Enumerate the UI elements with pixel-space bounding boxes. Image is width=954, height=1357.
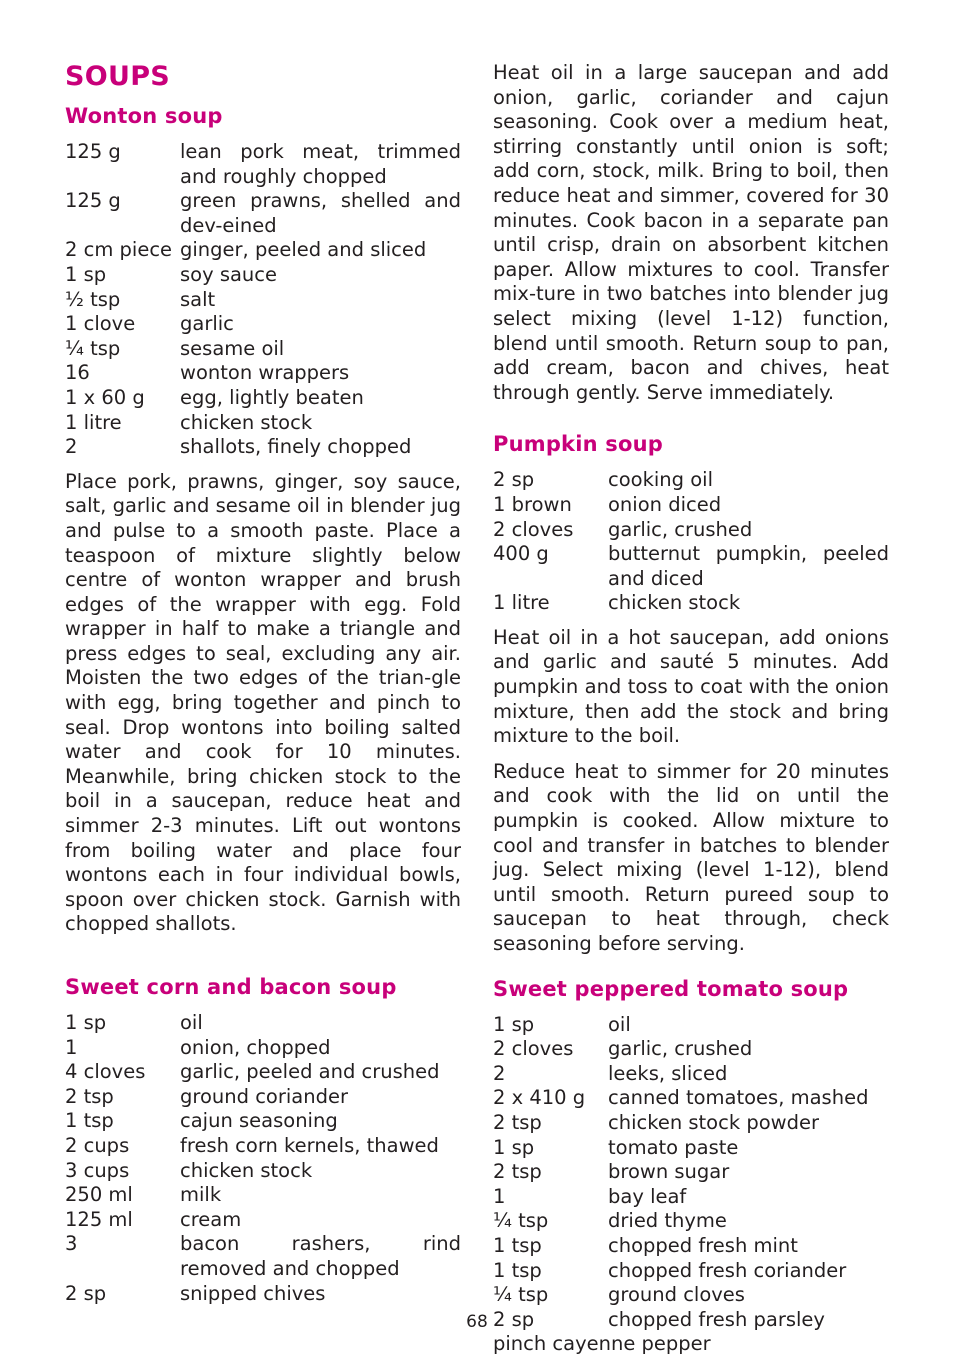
- ingredient-qty: 1 tsp: [65, 1109, 114, 1133]
- ingredient-qty: 125 g: [65, 189, 121, 213]
- ingredient-list-sweet-corn-bacon-soup: [65, 1011, 461, 1306]
- ingredient-list-sweet-peppered-tomato-soup: [493, 1013, 889, 1357]
- ingredient-row: [65, 411, 461, 436]
- ingredient-row: [65, 1183, 461, 1208]
- ingredient-row: [493, 1160, 889, 1185]
- ingredient-row: [65, 337, 461, 362]
- ingredient-row: [493, 1185, 889, 1210]
- ingredient-item: ginger, peeled and sliced: [180, 238, 427, 262]
- ingredient-item: butternut pumpkin, peeled and diced: [608, 542, 889, 590]
- ingredient-item: garlic, crushed: [608, 517, 753, 541]
- ingredient-row: [65, 1159, 461, 1184]
- ingredient-qty: 2 cloves: [493, 517, 574, 541]
- ingredient-item: bacon rashers, rind removed and chopped: [180, 1232, 461, 1280]
- ingredient-qty: ¼ tsp: [493, 1209, 549, 1233]
- ingredient-item: chicken stock powder: [608, 1110, 819, 1134]
- ingredient-item: garlic, peeled and crushed: [180, 1060, 440, 1084]
- ingredient-qty: 1: [65, 1035, 78, 1059]
- ingredient-item: onion, chopped: [180, 1035, 331, 1059]
- ingredient-qty: 1 sp: [65, 262, 107, 286]
- ingredient-qty: 1 clove: [65, 312, 136, 336]
- ingredient-item: oil: [180, 1011, 203, 1034]
- ingredient-qty: 2 cm piece: [65, 238, 173, 262]
- ingredient-item: milk: [180, 1183, 222, 1207]
- ingredient-qty: 400 g: [493, 542, 549, 566]
- ingredient-row: [493, 1209, 889, 1234]
- section-spacer: [493, 968, 889, 976]
- ingredient-item: egg, lightly beaten: [180, 385, 364, 409]
- ingredient-item: chopped fresh coriander: [608, 1258, 847, 1282]
- ingredient-row: [65, 1232, 461, 1281]
- ingredient-qty: 1 sp: [493, 1012, 535, 1036]
- ingredient-qty: ¼ tsp: [65, 336, 121, 360]
- ingredient-row: [493, 468, 889, 493]
- ingredient-qty: 1 sp: [493, 1135, 535, 1159]
- ingredient-item: canned tomatoes, mashed: [608, 1086, 869, 1110]
- ingredient-qty: 2 x 410 g: [493, 1086, 586, 1110]
- ingredient-item: green prawns, shelled and dev-eined: [180, 189, 461, 237]
- ingredient-qty: 125 g: [65, 140, 121, 163]
- ingredient-item: chopped fresh parsley: [608, 1307, 825, 1331]
- ingredient-row: [65, 238, 461, 263]
- ingredient-qty: 2 sp: [493, 1307, 535, 1331]
- ingredient-item: garlic: [180, 312, 234, 336]
- ingredient-qty: ½ tsp: [65, 287, 121, 311]
- method-paragraph: Heat oil in a large saucepan and add onion, garlic, coriander and cajun seasoning. Cook over a medium heat, stirring constantly until onion is soft; add corn, stock, milk. Bring to boil, then reduce heat and simmer, covered for 30 minutes. Cook bacon in a separate pan until crisp, drain on absorbent kitchen paper. Allow mixtures to cool. Transfer mix-ture in two batches into blender jug select mixing (level 1-12) function, blend until smooth. Return soup to pan, add cream, bacon and chives, heat through gently. Serve immediately.: [493, 61, 889, 404]
- ingredient-qty: 2 tsp: [65, 1084, 114, 1108]
- ingredient-qty: 2 cups: [65, 1133, 130, 1157]
- ingredient-row: [493, 493, 889, 518]
- ingredient-row: [493, 1283, 889, 1308]
- ingredient-row: [65, 189, 461, 238]
- ingredient-qty: 125 ml: [65, 1207, 133, 1231]
- section-spacer: [65, 948, 461, 974]
- ingredient-qty: 1 litre: [65, 410, 122, 434]
- ingredient-qty: 1 brown: [493, 492, 572, 516]
- ingredient-row: [493, 518, 889, 543]
- ingredient-item: soy sauce: [180, 262, 278, 286]
- ingredient-row: [493, 1062, 889, 1087]
- ingredient-item: fresh corn kernels, thawed: [180, 1133, 439, 1157]
- ingredient-qty: ¼ tsp: [493, 1283, 549, 1307]
- method-paragraph: Place pork, prawns, ginger, soy sauce, salt, garlic and sesame oil in blender jug and pulse to a smooth paste. Place a teaspoon of mixture slightly below centre of wonton wrapper and brush edges of the wrapper with egg. Fold wrapper in half to make a triangle and press edges to seal, excluding any air. Moisten the two edges of the trian-gle with egg, bring together and pinch to seal. Drop wontons into boiling salted water and cook for 10 minutes. Meanwhile, bring chicken stock to the boil in a saucepan, reduce heat and simmer 2-3 minutes. Lift out wontons from boiling water and place four wontons each in four individual bowls, spoon over chicken stock. Garnish with chopped shallots.: [65, 469, 461, 936]
- ingredient-item: bay leaf: [608, 1184, 687, 1208]
- ingredient-qty: 1 x 60 g: [65, 385, 145, 409]
- recipe-title-sweet-peppered-tomato-soup: Sweet peppered tomato soup: [493, 976, 849, 1001]
- ingredient-qty: 1: [493, 1184, 506, 1208]
- ingredient-qty: 2 sp: [65, 1281, 107, 1305]
- method-paragraph: Reduce heat to simmer for 20 minutes and cook with the lid on until the pumpkin is cooked. Allow mixture to cool and transfer in batches to blender jug. Select mixing (level 1-12), blend until smooth. Return pureed soup to saucepan to heat through, check seasoning before serving.: [493, 759, 889, 955]
- ingredient-item: lean pork meat, trimmed and roughly chopped: [180, 140, 461, 188]
- ingredient-list-wonton-soup: [65, 140, 461, 460]
- ingredient-row: [65, 1208, 461, 1233]
- ingredient-qty: 2 tsp: [493, 1110, 542, 1134]
- left-column: [65, 60, 461, 1316]
- ingredient-row: [65, 288, 461, 313]
- ingredient-qty: 4 cloves: [65, 1060, 146, 1084]
- ingredient-item: shallots, finely chopped: [180, 435, 412, 459]
- ingredient-qty: 1 tsp: [493, 1233, 542, 1257]
- ingredient-row: [65, 1134, 461, 1159]
- ingredient-item: chopped fresh mint: [608, 1233, 798, 1257]
- ingredient-item: chicken stock: [180, 1158, 313, 1182]
- ingredient-item: garlic, crushed: [608, 1037, 753, 1061]
- ingredient-qty: 3 cups: [65, 1158, 130, 1182]
- ingredient-qty: 3: [65, 1232, 78, 1256]
- ingredient-row: [493, 591, 889, 616]
- ingredient-row: [493, 1111, 889, 1136]
- ingredient-item: salt: [180, 287, 216, 311]
- ingredient-item: chicken stock: [180, 410, 313, 434]
- recipe-title-sweet-corn-bacon-soup: Sweet corn and bacon soup: [65, 975, 397, 999]
- method-paragraph: Heat oil in a hot saucepan, add onions and garlic and sauté 5 minutes. Add pumpkin and toss to coat with the onion mixture, then add the stock and bring mixture to the boil.: [493, 625, 889, 748]
- ingredient-row: [65, 263, 461, 288]
- ingredient-item: cream: [180, 1207, 242, 1231]
- ingredient-item: leeks, sliced: [608, 1061, 728, 1085]
- ingredient-row: [65, 386, 461, 411]
- page-title: SOUPS: [65, 61, 171, 92]
- ingredient-qty: 1 litre: [493, 591, 550, 615]
- ingredient-row: [493, 542, 889, 591]
- ingredient-row: [65, 1282, 461, 1307]
- ingredient-row: [65, 1109, 461, 1134]
- ingredient-qty: 1 sp: [65, 1011, 107, 1034]
- section-spacer: [493, 416, 889, 431]
- ingredient-row: [493, 1234, 889, 1259]
- ingredient-qty: 250 ml: [65, 1183, 133, 1207]
- ingredient-row: [493, 1332, 889, 1357]
- ingredient-row: [493, 1086, 889, 1111]
- ingredient-item: cajun seasoning: [180, 1109, 338, 1133]
- ingredient-qty: 1 tsp: [493, 1258, 542, 1282]
- ingredient-row: [65, 312, 461, 337]
- ingredient-qty: 2 tsp: [493, 1160, 542, 1184]
- ingredient-item: snipped chives: [180, 1281, 326, 1305]
- ingredient-row: [65, 1036, 461, 1061]
- ingredient-row: [65, 361, 461, 386]
- ingredient-row: [65, 1011, 461, 1036]
- ingredient-row: [65, 435, 461, 460]
- ingredient-item: sesame oil: [180, 336, 285, 360]
- right-column: [493, 61, 889, 1357]
- ingredient-item: brown sugar: [608, 1160, 730, 1184]
- ingredient-item: cooking oil: [608, 468, 713, 492]
- ingredient-qty: 2 cloves: [493, 1037, 574, 1061]
- ingredient-item: ground cloves: [608, 1283, 745, 1307]
- ingredient-item: chicken stock: [608, 591, 741, 615]
- ingredient-row: [65, 1060, 461, 1085]
- page-number: 68: [466, 1312, 488, 1332]
- ingredient-row: [493, 1037, 889, 1062]
- ingredient-qty: 2 sp: [493, 468, 535, 492]
- ingredient-item: wonton wrappers: [180, 361, 350, 385]
- recipe-title-pumpkin-soup: Pumpkin soup: [493, 432, 663, 457]
- ingredient-row: [493, 1013, 889, 1038]
- ingredient-row: [493, 1136, 889, 1161]
- ingredient-list-pumpkin-soup: [493, 468, 889, 616]
- ingredient-qty: 2: [493, 1061, 506, 1085]
- ingredient-item: onion diced: [608, 492, 722, 516]
- ingredient-row: [493, 1259, 889, 1284]
- ingredient-extra-line: pinch cayenne pepper: [493, 1332, 711, 1356]
- ingredient-row: [65, 140, 461, 189]
- ingredient-qty: 16: [65, 361, 90, 385]
- ingredient-item: tomato paste: [608, 1135, 739, 1159]
- ingredient-qty: 2: [65, 435, 78, 459]
- ingredient-item: dried thyme: [608, 1209, 727, 1233]
- ingredient-row: [65, 1085, 461, 1110]
- ingredient-item: ground coriander: [180, 1084, 348, 1108]
- recipe-title-wonton-soup: Wonton soup: [65, 104, 223, 128]
- ingredient-item: oil: [608, 1012, 631, 1036]
